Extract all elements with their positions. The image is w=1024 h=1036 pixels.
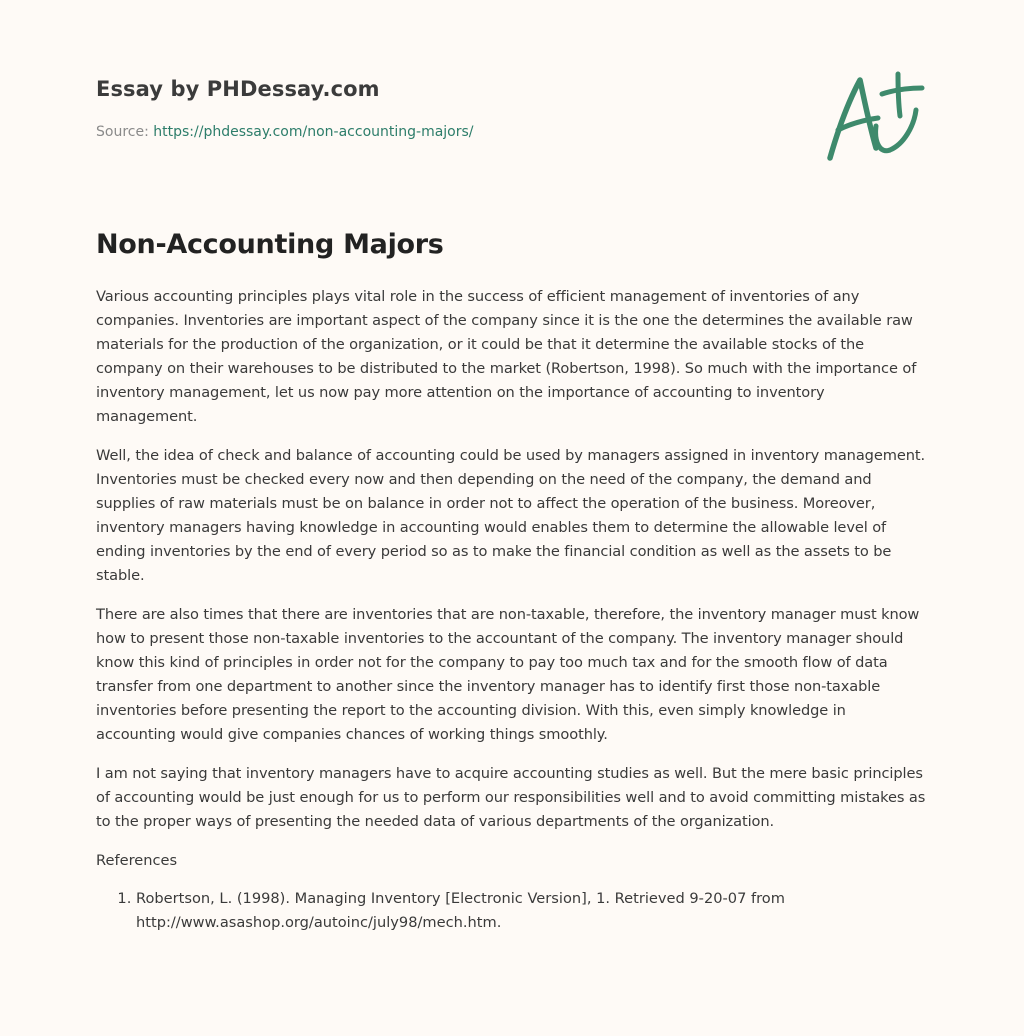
page-header <box>96 0 928 210</box>
essay-title: Non-Accounting Majors <box>96 229 444 260</box>
source-label: Source: <box>96 124 154 140</box>
reference-url: http://www.asashop.org/autoinc/july98/mech.htm. <box>136 914 502 931</box>
reference-citation: 1. Robertson, L. (1998). Managing Inventory [Electronic Version], 1. Retrieved 9-20-07 from <box>136 890 785 907</box>
references-heading: References <box>96 852 178 869</box>
reference-item <box>136 887 928 935</box>
paragraph: Various accounting principles plays vital role in the success of efficient management of inventories of any companies. Inventories are important aspect of the company since it is the one the determines the available raw materials for the production of the organization, or it could be that it determine the available stocks of the company on their warehouses to be distributed to the market (Robertson, 1998). So much with the importance of inventory management, let us now pay more attention on the importance of accounting to inventory management. <box>96 288 917 425</box>
paragraph: I am not saying that inventory managers have to acquire accounting studies as well. But the mere basic principles of accounting would be just enough for us to perform our responsibilities well and to avoid committing mistakes as to the proper ways of presenting the needed data of various departments of the organization. <box>96 765 926 830</box>
references-list <box>96 887 928 935</box>
paragraph: Well, the idea of check and balance of accounting could be used by managers assigned in inventory management. Inventories must be checked every now and then depending on the need of the company, the demand and supplies of raw materials must be on balance in order not to affect the operation of the business. Moreover, inventory managers having knowledge in accounting would enables them to determine the allowable level of ending inventories by the end of every period so as to make the financial condition as well as the assets to be stable. <box>96 447 926 584</box>
site-brand: Essay by PHDessay.com <box>96 77 380 101</box>
paragraph: There are also times that there are inventories that are non-taxable, therefore, the inventory manager must know how to present those non-taxable inventories to the accountant of the company. The inventory manager should know this kind of principles in order not for the company to pay too much tax and for the smooth flow of data transfer from one department to another since the inventory manager has to identify first those non-taxable inventories before presenting the report to the accounting division. With this, even simply knowledge in accounting would give companies chances of working things smoothly. <box>96 606 920 743</box>
source-line <box>96 124 474 140</box>
a-plus-logo-icon <box>824 68 928 166</box>
source-link[interactable]: https://phdessay.com/non-accounting-majors/ <box>153 124 474 140</box>
